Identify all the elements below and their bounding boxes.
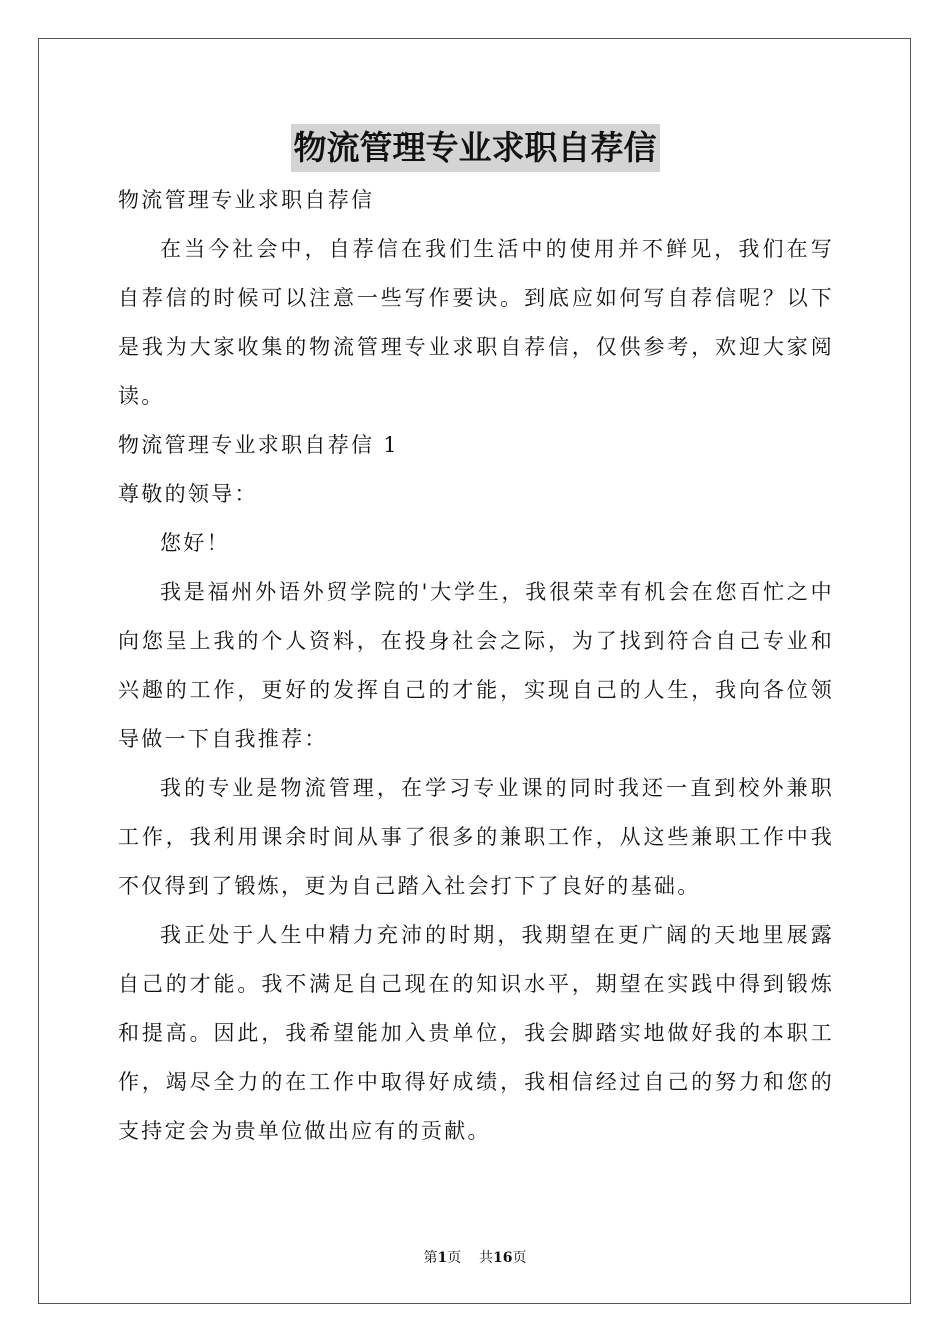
section-heading: 物流管理专业求职自荐信 1: [118, 433, 399, 457]
title-container: [0, 124, 950, 172]
page-prefix: 第: [423, 1250, 438, 1266]
greeting: 您好！: [160, 531, 230, 555]
body-paragraph: 我的专业是物流管理，在学习专业课的同时我还一直到校外兼职工作，我利用课余时间从事了很多的兼职工作，从这些兼职工作中我不仅得到了锻炼，更为自己踏入社会打下了良好的基础。: [118, 776, 834, 898]
page-footer: [0, 1248, 950, 1268]
salutation: 尊敬的领导：: [118, 482, 258, 506]
document-title: 物流管理专业求职自荐信: [291, 124, 660, 172]
intro-paragraph: 在当今社会中，自荐信在我们生活中的使用并不鲜见，我们在写自荐信的时候可以注意一些写作要诀。到底应如何写自荐信呢？以下是我为大家收集的物流管理专业求职自荐信，仅供参考，欢迎大家阅读。: [118, 237, 834, 408]
body-paragraph: 我是福州外语外贸学院的'大学生，我很荣幸有机会在您百忙之中向您呈上我的个人资料，在投身社会之际，为了找到符合自己专业和兴趣的工作，更好的发挥自己的才能，实现自己的人生，我向各位领导做一下自我推荐：: [118, 580, 834, 751]
body-paragraph: 我正处于人生中精力充沛的时期，我期望在更广阔的天地里展露自己的才能。我不满足自己现在的知识水平，期望在实践中得到锻炼和提高。因此，我希望能加入贵单位，我会脚踏实地做好我的本职工作，竭尽全力的在工作中取得好成绩，我相信经过自己的努力和您的支持定会为贵单位做出应有的贡献。: [118, 923, 834, 1143]
document-body: [118, 176, 834, 1156]
document-subtitle: 物流管理专业求职自荐信: [118, 188, 375, 212]
page-total: 16: [493, 1250, 513, 1266]
total-unit: 页: [512, 1250, 527, 1266]
total-prefix: 共: [479, 1250, 494, 1266]
page-current: 1: [437, 1250, 448, 1266]
page-unit: 页: [447, 1250, 462, 1266]
